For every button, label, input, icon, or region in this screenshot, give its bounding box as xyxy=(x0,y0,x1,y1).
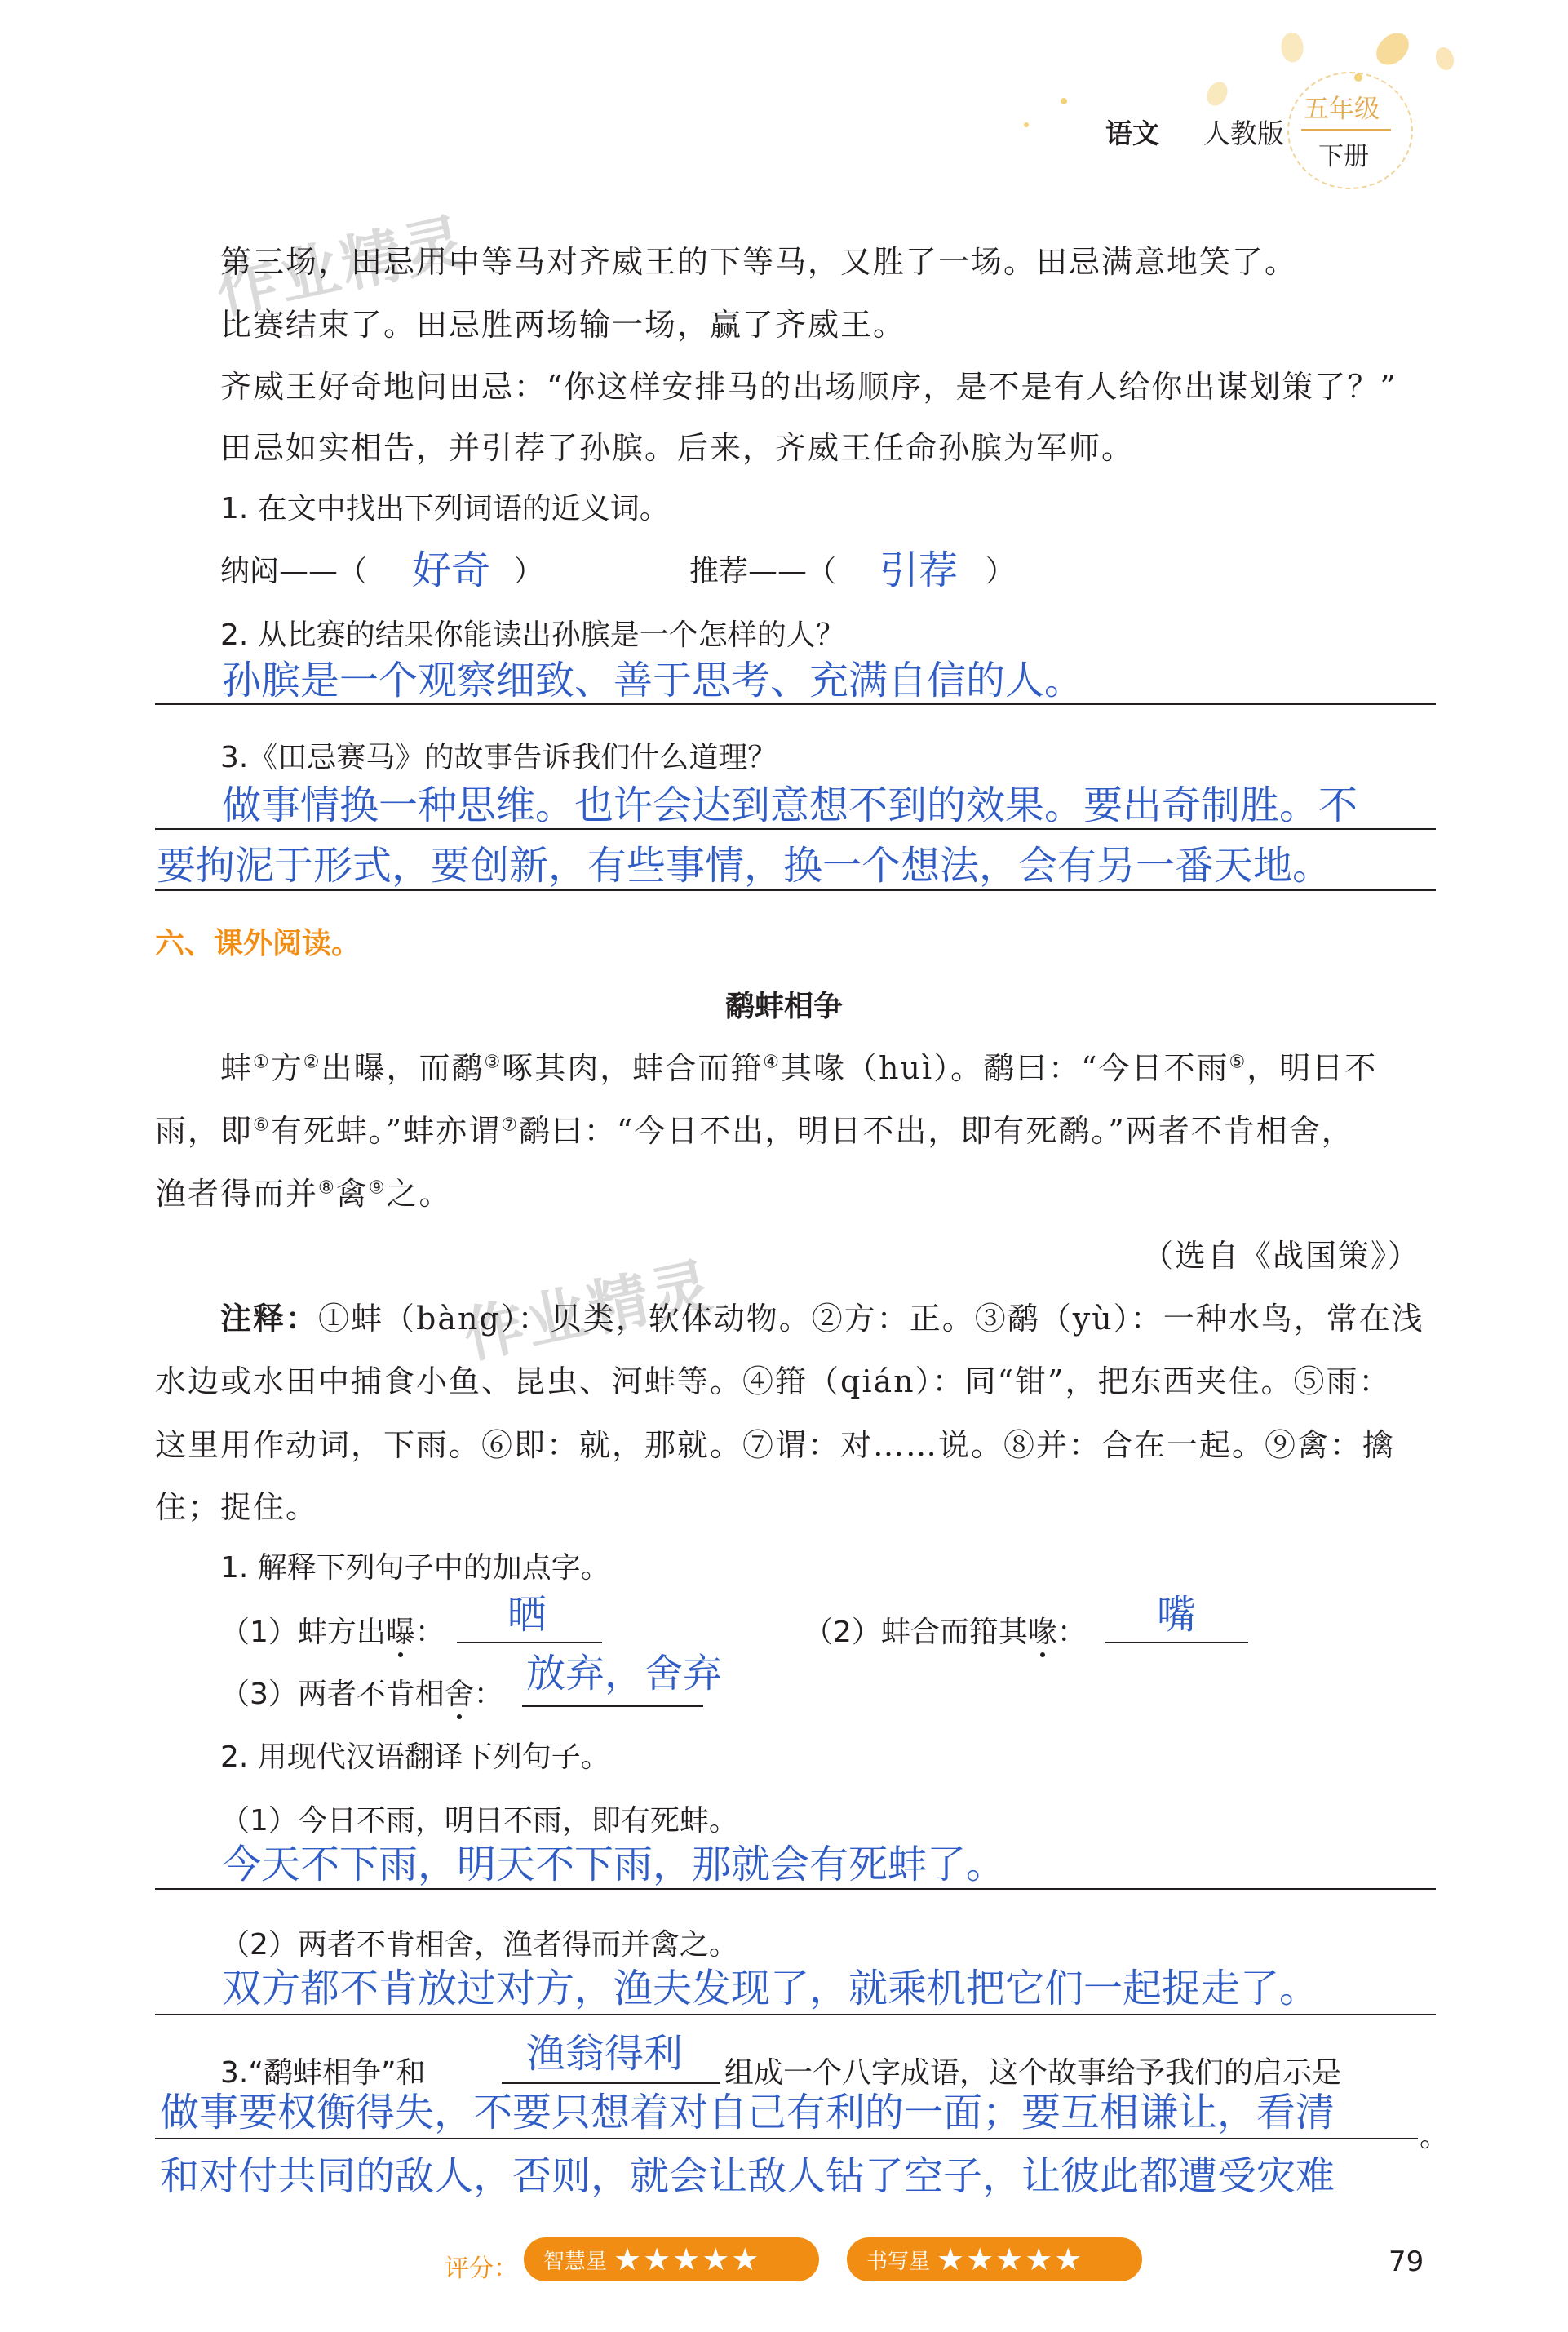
dotted-char: 舍 xyxy=(444,1678,474,1711)
answer-line xyxy=(155,828,1436,830)
synonym-left-close: ） xyxy=(514,555,544,588)
answer-line xyxy=(155,2138,1418,2139)
notes-line xyxy=(220,1293,1424,1338)
synonym-right-label: 推荐——（ xyxy=(689,555,837,588)
section-heading: 六、课外阅读。 xyxy=(155,927,361,960)
leaf-decoration xyxy=(1277,29,1309,64)
answer-blank xyxy=(522,1705,703,1707)
handwritten-answer: 今天不下雨，明天不下雨，那就会有死蚌了。 xyxy=(222,1842,1006,1887)
wisdom-star-label: 智慧星 xyxy=(543,2249,608,2274)
synonym-right-answer: 引荐 xyxy=(879,548,959,593)
answer-blank xyxy=(1105,1642,1248,1643)
watermark: 作业精灵 xyxy=(457,1250,721,1372)
handwritten-answer: 嘴 xyxy=(1157,1592,1197,1638)
question-prompt: 2. 用现代汉语翻译下列句子。 xyxy=(220,1740,610,1774)
writing-star-rating xyxy=(847,2237,1142,2281)
word-item-3: （3）两者不肯相舍： xyxy=(220,1678,503,1711)
question-prompt: 3.“鹬蚌相争”和 xyxy=(220,2056,426,2090)
grade-label: 五年级 xyxy=(1304,95,1380,124)
question-prompt: 2. 从比赛的结果你能读出孙膑是一个怎样的人？ xyxy=(220,618,845,652)
answer-line xyxy=(155,889,1436,891)
word-item-2: （2）蚌合而箝其喙： xyxy=(804,1616,1087,1649)
notes-line: 这里用作动词，下雨。⑥即：就，那就。⑦谓：对……说。⑧并：合在一起。⑨禽：擒 xyxy=(155,1427,1396,1463)
passage-line: 第三场，田忌用中等马对齐威王的下等马，又胜了一场。田忌满意地笑了。 xyxy=(220,244,1298,280)
synonym-left-label: 纳闷——（ xyxy=(220,555,368,588)
handwritten-answer: 晒 xyxy=(507,1592,547,1638)
question-prompt: 1. 解释下列句子中的加点字。 xyxy=(220,1551,610,1585)
handwritten-answer: 双方都不肯放过对方，渔夫发现了，就乘机把它们一起捉走了。 xyxy=(222,1966,1319,2011)
question-prompt: 3.《田忌赛马》的故事告诉我们什么道理？ xyxy=(220,741,777,774)
subject-label: 语文 xyxy=(1105,117,1159,149)
word-item-1: （1）蚌方出曝： xyxy=(220,1616,445,1649)
question-prompt-end: 组成一个八字成语，这个故事给予我们的启示是 xyxy=(724,2056,1342,2090)
handwritten-answer: 孙膑是一个观察细致、善于思考、充满自信的人。 xyxy=(222,658,1084,703)
translate-item: （1）今日不雨，明日不雨，即有死蚌。 xyxy=(220,1804,738,1838)
notes-line: 水边或水田中捕食小鱼、昆虫、河蚌等。④箝（qián）：同“钳”，把东西夹住。⑤雨： xyxy=(155,1363,1392,1399)
handwritten-answer: 和对付共同的敌人，否则，就会让敌人钻了空子，让彼此都遭受灾难 xyxy=(160,2153,1335,2199)
leaf-decoration xyxy=(1431,44,1459,73)
classical-text-line: 蚌①方②出曝，而鹬③啄其肉，蚌合而箝④其喙（huì）。鹬曰：“今日不雨⑤，明日不 xyxy=(220,1050,1378,1086)
passage-line: 比赛结束了。田忌胜两场输一场，赢了齐威王。 xyxy=(220,307,906,343)
star-icons: ★★★★★ xyxy=(937,2241,1084,2277)
article-title: 鹬蚌相争 xyxy=(724,990,843,1023)
dot-decoration xyxy=(1061,98,1067,104)
handwritten-answer: 要拘泥于形式，要创新，有些事情，换一个想法，会有另一番天地。 xyxy=(157,843,1332,889)
leaf-decoration xyxy=(1371,26,1413,71)
leaf-decoration xyxy=(1206,80,1229,108)
notes-label: 注释： xyxy=(220,1301,319,1337)
classical-text-line: 渔者得而并⑧禽⑨之。 xyxy=(155,1176,452,1212)
dot-decoration xyxy=(1024,122,1029,127)
writing-star-label: 书写星 xyxy=(866,2249,931,2274)
source-citation: （选自《战国策》） xyxy=(1142,1238,1421,1274)
passage-line: 齐威王好奇地问田忌：“你这样安排马的出场顺序，是不是有人给你出谋划策了？” xyxy=(220,369,1397,405)
score-label: 评分： xyxy=(445,2254,518,2283)
edition-label: 人教版 xyxy=(1203,117,1284,149)
answer-line xyxy=(155,2014,1436,2015)
question-prompt: 1. 在文中找出下列词语的近义词。 xyxy=(220,492,669,525)
translate-item: （2）两者不肯相舍，渔者得而并禽之。 xyxy=(220,1928,738,1962)
handwritten-answer: 做事情换一种思维。也许会达到意想不到的效果。要出奇制胜。不 xyxy=(222,783,1358,828)
watermark: 作业精灵 xyxy=(210,206,474,328)
sentence-period: 。 xyxy=(1420,2120,1450,2153)
dotted-char: 喙 xyxy=(1027,1616,1057,1649)
page-header xyxy=(0,0,1568,196)
handwritten-answer: 做事要权衡得失，不要只想着对自己有利的一面；要互相谦让，看清 xyxy=(160,2090,1335,2135)
synonym-right-close: ） xyxy=(986,555,1016,588)
handwritten-answer: 渔翁得利 xyxy=(526,2031,684,2077)
answer-line xyxy=(155,1888,1436,1890)
wisdom-star-rating xyxy=(524,2237,819,2281)
dotted-char: 曝 xyxy=(385,1616,415,1649)
grade-divider xyxy=(1301,129,1391,131)
book-label: 下册 xyxy=(1318,142,1369,171)
passage-line: 田忌如实相告，并引荐了孙膑。后来，齐威王任命孙膑为军师。 xyxy=(220,430,1135,466)
answer-line xyxy=(155,703,1436,705)
page-number: 79 xyxy=(1389,2246,1424,2278)
notes-text: ①蚌（bàng）：贝类，软体动物。②方：正。③鹬（yù）：一种水鸟，常在浅 xyxy=(318,1301,1424,1337)
synonym-left-answer: 好奇 xyxy=(412,548,491,593)
notes-line: 住；捉住。 xyxy=(155,1489,319,1525)
star-icons: ★★★★★ xyxy=(613,2241,761,2277)
handwritten-answer: 放弃，舍弃 xyxy=(526,1651,723,1696)
classical-text-line: 雨，即⑥有死蚌。”蚌亦谓⑦鹬曰：“今日不出，明日不出，即有死鹬。”两者不肯相舍， xyxy=(155,1113,1354,1149)
